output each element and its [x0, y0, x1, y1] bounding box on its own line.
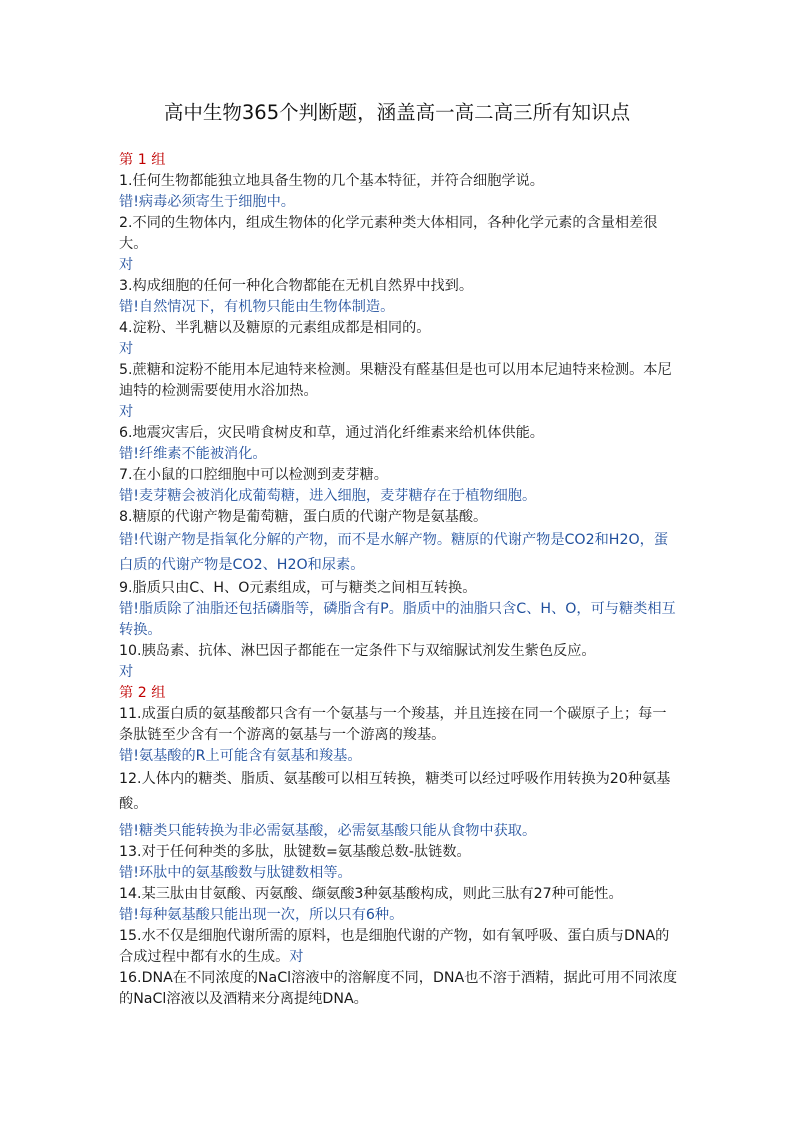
line-text: 错!代谢产物是指氧化分解的产物，而不是水解产物。糖原的代谢产物是CO2和H2O，蛋白质的代谢产物是CO2、H2O和尿素。	[119, 532, 669, 573]
line-text: 6.地震灾害后，灾民啃食树皮和草，通过消化纤维素来给机体供能。	[119, 425, 544, 441]
line-text: 8.糖原的代谢产物是葡萄糖，蛋白质的代谢产物是氨基酸。	[119, 509, 488, 525]
answer-text	[119, 746, 679, 767]
question-text	[119, 926, 679, 968]
question-text	[119, 704, 679, 746]
line-text: 5.蔗糖和淀粉不能用本尼迪特来检测。果糖没有醛基但是也可以用本尼迪特来检测。本尼迪特的检测需要使用水浴加热。	[119, 362, 672, 399]
line-text: 错!自然情况下，有机物只能由生物体制造。	[119, 299, 395, 315]
line-text: 错!脂质除了油脂还包括磷脂等，磷脂含有P。脂质中的油脂只含C、H、O，可与糖类相互转换。	[119, 601, 676, 638]
group-heading	[119, 683, 679, 704]
line-text: 错!麦芽糖会被消化成葡萄糖，进入细胞，麦芽糖存在于植物细胞。	[119, 488, 537, 504]
answer-text	[119, 599, 679, 641]
inline-answer: 对	[289, 949, 304, 965]
question-list	[119, 150, 679, 1010]
question-text	[119, 318, 679, 339]
line-text: 3.构成细胞的任何一种化合物都能在无机自然界中找到。	[119, 278, 474, 294]
line-text: 错!环肽中的氨基酸数与肽键数相等。	[119, 865, 352, 881]
line-text: 错!糖类只能转换为非必需氨基酸，必需氨基酸只能从食物中获取。	[119, 823, 537, 839]
line-text: 13.对于任何种类的多肽，肽键数=氨基酸总数-肽链数。	[119, 844, 471, 860]
line-text: 对	[119, 404, 134, 420]
line-text: 对	[119, 341, 134, 357]
line-text: 对	[119, 257, 134, 273]
answer-text	[119, 297, 679, 318]
line-text: 第 1 组	[119, 152, 166, 168]
question-text	[119, 884, 679, 905]
line-text: 错!病毒必须寄生于细胞中。	[119, 194, 295, 210]
answer-text	[119, 905, 679, 926]
question-text	[119, 360, 679, 402]
line-text: 第 2 组	[119, 685, 166, 701]
answer-text	[119, 528, 679, 578]
answer-text	[119, 402, 679, 423]
question-text	[119, 507, 679, 528]
answer-text	[119, 662, 679, 683]
line-text: 1.任何生物都能独立地具备生物的几个基本特征，并符合细胞学说。	[119, 173, 544, 189]
line-text: 7.在小鼠的口腔细胞中可以检测到麦芽糖。	[119, 467, 388, 483]
line-text: 16.DNA在不同浓度的NaCl溶液中的溶解度不同，DNA也不溶于酒精，据此可用不同浓度的NaCl溶液以及酒精来分离提纯DNA。	[119, 970, 678, 1007]
group-heading	[119, 150, 679, 171]
answer-text	[119, 486, 679, 507]
document-title: 高中生物365个判断题，涵盖高一高二高三所有知识点	[163, 101, 631, 124]
line-text: 11.成蛋白质的氨基酸都只含有一个氨基与一个羧基，并且连接在同一个碳原子上；每一条肽链至少含有一个游离的氨基与一个游离的羧基。	[119, 706, 667, 743]
answer-text	[119, 863, 679, 884]
question-text	[119, 171, 679, 192]
question-text	[119, 578, 679, 599]
line-text: 15.水不仅是细胞代谢所需的原料，也是细胞代谢的产物，如有氧呼吸、蛋白质与DNA的合成过程中都有水的生成。	[119, 928, 670, 965]
question-text	[119, 968, 679, 1010]
question-text	[119, 641, 679, 662]
answer-text	[119, 444, 679, 465]
question-text	[119, 423, 679, 444]
answer-text	[119, 821, 679, 842]
line-text: 4.淀粉、半乳糖以及糖原的元素组成都是相同的。	[119, 320, 431, 336]
question-text	[119, 276, 679, 297]
line-text: 错!纤维素不能被消化。	[119, 446, 267, 462]
line-text: 错!每种氨基酸只能出现一次，所以只有6种。	[119, 907, 404, 923]
question-text	[119, 842, 679, 863]
line-text: 12.人体内的糖类、脂质、氨基酸可以相互转换，糖类可以经过呼吸作用转换为20种氨基酸。	[119, 771, 671, 812]
question-text	[119, 213, 679, 255]
line-text: 错!氨基酸的R上可能含有氨基和羧基。	[119, 748, 362, 764]
question-text	[119, 465, 679, 486]
answer-text	[119, 192, 679, 213]
question-text	[119, 767, 679, 817]
line-text: 10.胰岛素、抗体、淋巴因子都能在一定条件下与双缩脲试剂发生紫色反应。	[119, 643, 596, 659]
answer-text	[119, 339, 679, 360]
answer-text	[119, 255, 679, 276]
line-text: 9.脂质只由C、H、O元素组成，可与糖类之间相互转换。	[119, 580, 477, 596]
line-text: 对	[119, 664, 134, 680]
line-text: 14.某三肽由甘氨酸、丙氨酸、缬氨酸3种氨基酸构成，则此三肽有27种可能性。	[119, 886, 623, 902]
line-text: 2.不同的生物体内，组成生物体的化学元素种类大体相同，各种化学元素的含量相差很大。	[119, 215, 658, 252]
